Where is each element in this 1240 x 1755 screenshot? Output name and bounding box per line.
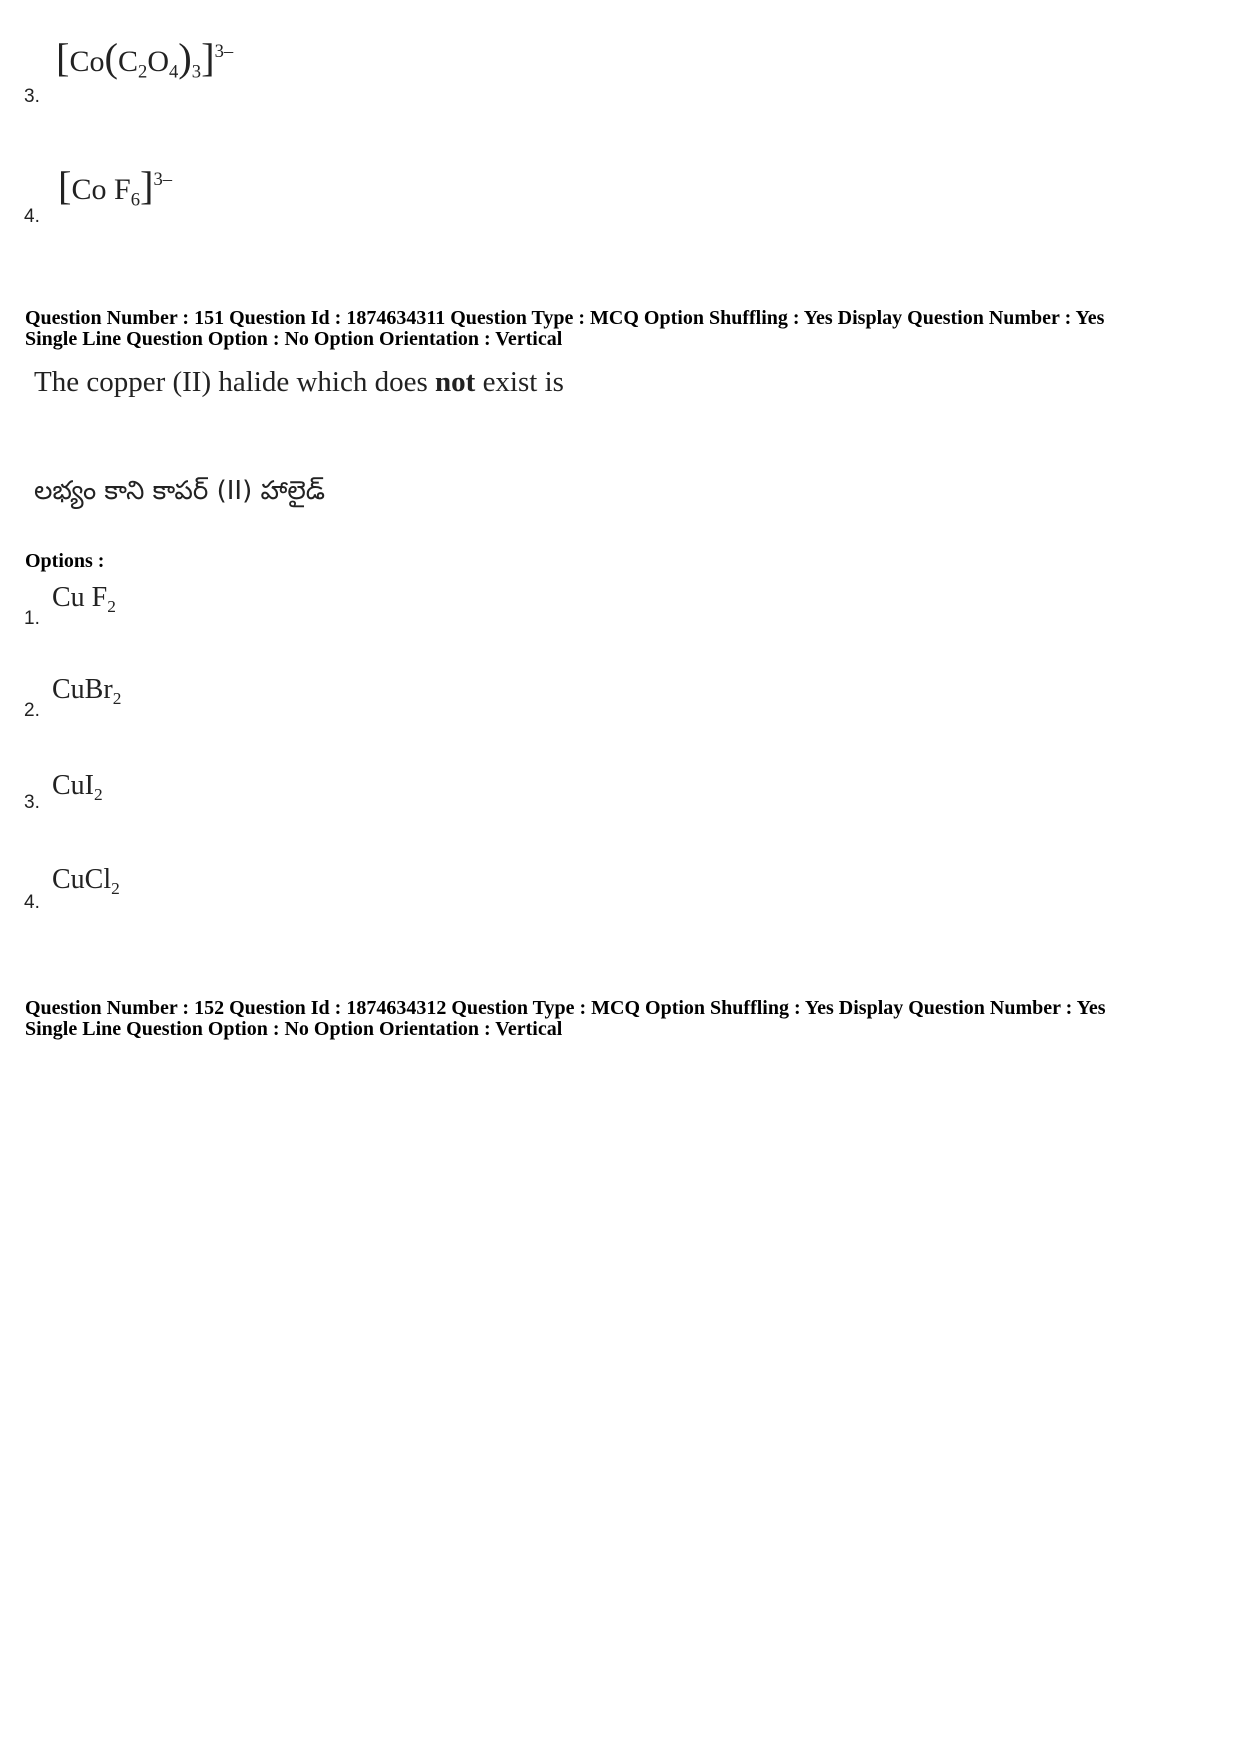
- option-formula: CuBr$_2$: [52, 674, 122, 709]
- question-meta-line2: Single Line Question Option : No Option Orientation : Vertical: [25, 328, 563, 350]
- question-meta: [25, 998, 1105, 1040]
- question-meta-line1: Question Number : 151 Question Id : 1874634311 Question Type : MCQ Option Shuffling : Yes Display Question Number : Yes: [25, 307, 1105, 329]
- question-meta: [25, 308, 1104, 350]
- option-number: 4.: [24, 206, 40, 227]
- question-meta-line2: Single Line Question Option : No Option Orientation : Vertical: [25, 1018, 563, 1040]
- option-formula: $[Co(C_2O_4)_3]^{3-}$: [56, 35, 234, 83]
- option-formula: Cu $F_2$: [52, 582, 116, 617]
- option-number: 4.: [24, 892, 40, 913]
- options-label: Options :: [25, 550, 105, 572]
- option-number: 2.: [24, 700, 40, 721]
- question-text-telugu: లభ్యం కాని కాపర్ (II) హాలైడ్: [34, 476, 326, 506]
- option-formula: CuCl$_2$: [52, 864, 120, 899]
- question-text: The copper (II) halide which does not exist is: [34, 366, 564, 398]
- question-meta-line1: Question Number : 152 Question Id : 1874634312 Question Type : MCQ Option Shuffling : Yes Display Question Number : Yes: [25, 997, 1106, 1019]
- option-formula: [Co $F_6]^{3-}$: [58, 163, 173, 211]
- option-number: 3.: [24, 792, 40, 813]
- option-number: 1.: [24, 608, 40, 629]
- option-number: 3.: [24, 86, 40, 107]
- option-formula: CuI$_2$: [52, 770, 103, 805]
